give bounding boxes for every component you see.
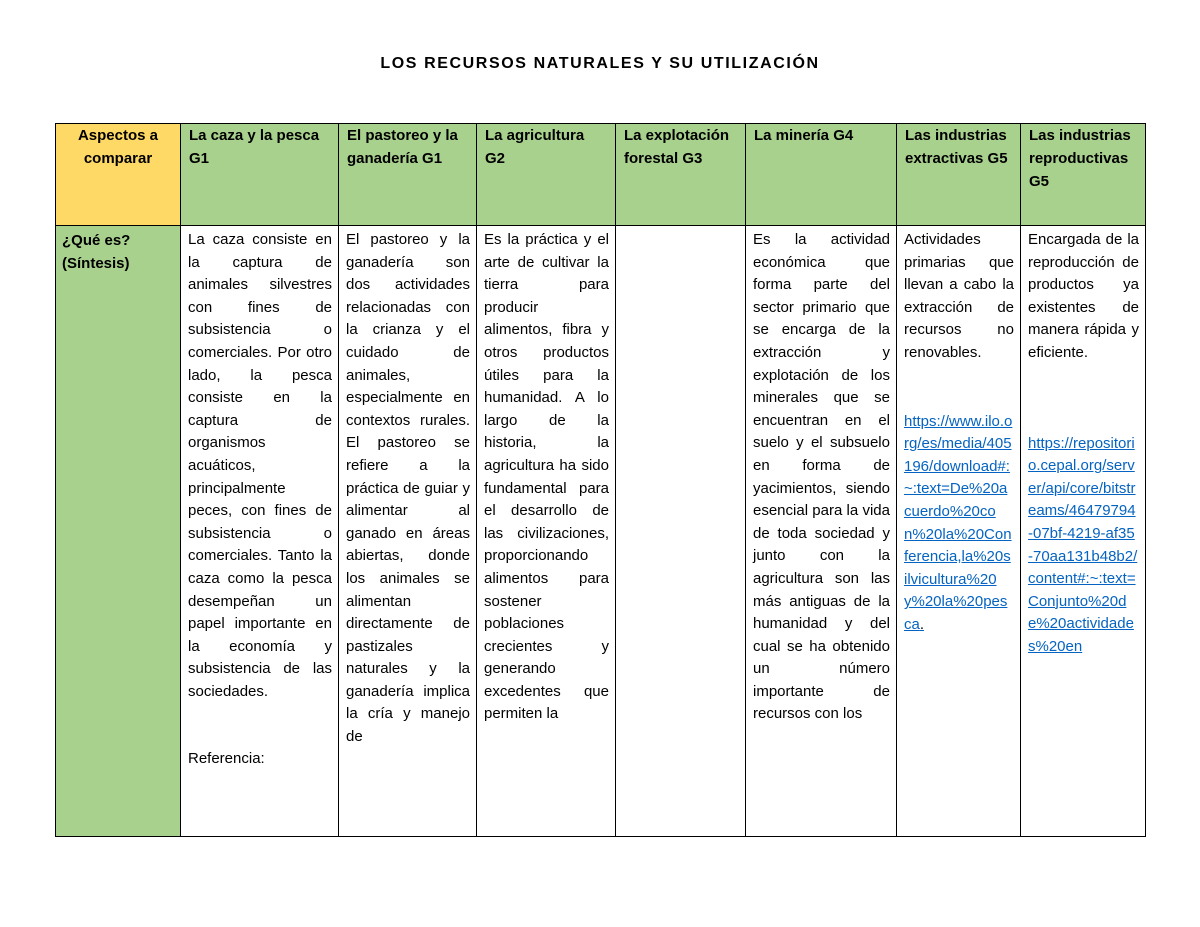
header-cell-forestal: La explotación forestal G3 xyxy=(616,124,746,226)
mineria-text: Es la actividad económica que forma parte del sector primario que se encarga de la extracción y explotación de los minerales que se encuentran en el suelo y el subsuelo en forma de yacimientos, siendo esencial para la vida de toda sociedad y junto con la agricultura son las más antiguas de la humanidad y del cual se ha obtenido un número importante de recursos con los xyxy=(753,231,890,723)
cell-forestal xyxy=(616,226,746,837)
header-cell-aspectos: Aspectos a comparar xyxy=(56,124,181,226)
cell-mineria xyxy=(746,226,897,837)
cell-agricultura xyxy=(477,226,616,837)
cell-extractivas xyxy=(897,226,1021,837)
extractivas-reference-link[interactable]: https://www.ilo.org/es/media/405196/download#:~:text=De%20acuerdo%20con%20la%20Conferencia,la%20silvicultura%20y%20la%20pesca. xyxy=(904,412,1013,633)
pastoreo-text: El pastoreo y la ganadería son dos actividades relacionadas con la crianza y el cuidado de animales, especialmente en contextos rurales. El pastoreo se refiere a la práctica de guiar y alimentar al ganado en áreas abiertas, donde los animales se alimentan directamente de pastizales naturales y la ganadería implica la cría y manejo de xyxy=(346,231,470,746)
reproductivas-reference-link[interactable]: https://repositorio.cepal.org/server/api/core/bitstreams/46479794-07bf-4219-af35-70aa131b48b2/content#:~:text=Conjunto%20de%20actividades%20en xyxy=(1028,434,1138,655)
reproductivas-text: Encargada de la reproducción de productos ya existentes de manera rápida y eficiente. xyxy=(1028,231,1139,361)
header-cell-agricultura: La agricultura G2 xyxy=(477,124,616,226)
header-row xyxy=(56,124,1146,226)
header-cell-pastoreo: El pastoreo y la ganadería G1 xyxy=(339,124,477,226)
header-cell-extractivas: Las industrias extractivas G5 xyxy=(897,124,1021,226)
reference-label: Referencia: xyxy=(188,750,265,768)
agricultura-text: Es la práctica y el arte de cultivar la tierra para producir alimentos, fibra y otros productos útiles para la humanidad. A lo largo de la historia, la agricultura ha sido fundamental para el desarrollo de las civilizaciones, proporcionando alimentos para sostener poblaciones crecientes y generando excedentes que permiten la xyxy=(484,231,609,723)
row-label-cell xyxy=(56,226,181,837)
header-cell-caza-pesca: La caza y la pesca G1 xyxy=(181,124,339,226)
forestal-text xyxy=(616,226,745,229)
page-title: LOS RECURSOS NATURALES Y SU UTILIZACIÓN xyxy=(380,55,820,72)
caza-pesca-text: La caza consiste en la captura de animales silvestres con fines de subsistencia o comerciales. Por otro lado, la pesca consiste en la captura de organismos acuáticos, principalmente peces, con fines de subsistencia o comerciales. Tanto la caza como la pesca desempeñan un papel importante en la economía y subsistencia de las sociedades. xyxy=(188,231,332,700)
header-cell-mineria: La minería G4 xyxy=(746,124,897,226)
header-cell-reproductivas: Las industrias reproductivas G5 xyxy=(1021,124,1146,226)
extractivas-text: Actividades primarias que llevan a cabo la extracción de recursos no renovables. xyxy=(904,231,1014,361)
table-row xyxy=(56,226,1146,837)
row-label: ¿Qué es? (Síntesis) xyxy=(62,232,131,272)
cell-reproductivas xyxy=(1021,226,1146,837)
cell-caza-pesca xyxy=(181,226,339,837)
comparison-table xyxy=(55,123,1146,837)
cell-pastoreo xyxy=(339,226,477,837)
